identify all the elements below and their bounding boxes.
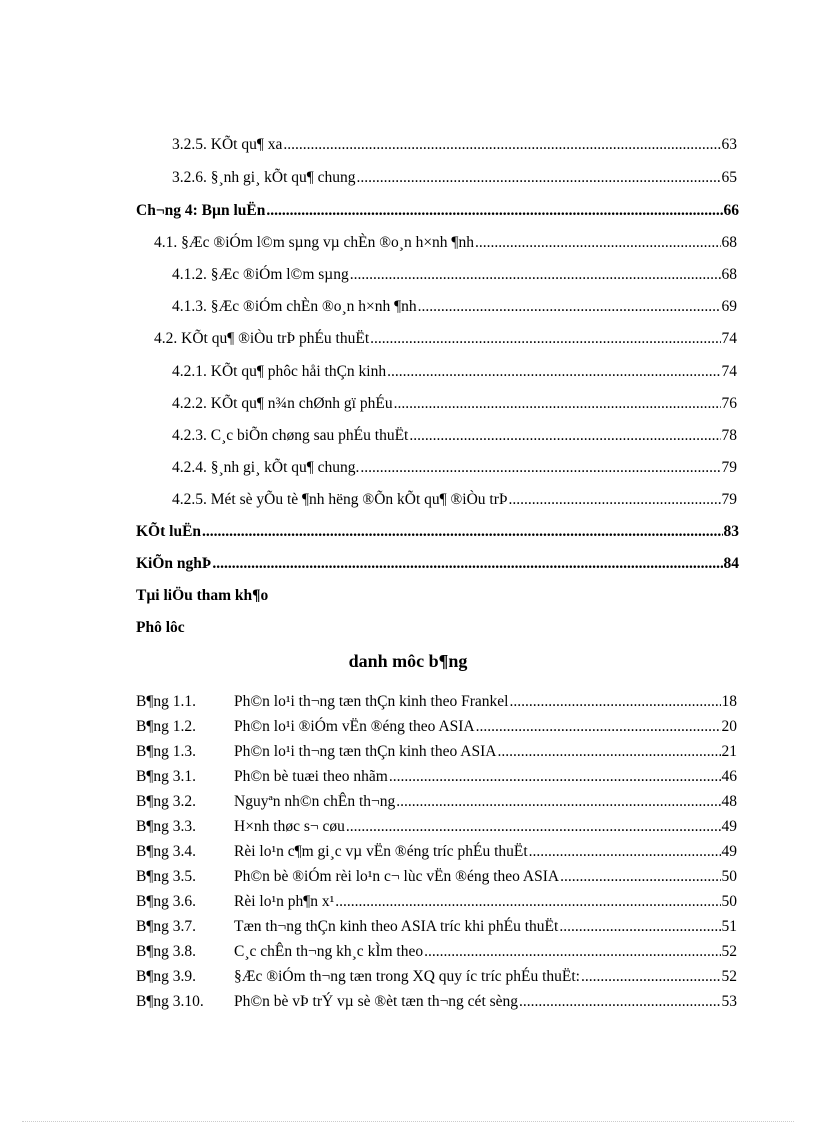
table-number: B¶ng 3.7. [136,918,196,935]
dot-leader [346,817,721,837]
toc-entry-title: 4.1.3. §Æc ®iÓm chÈn ®o¸n h×nh ¶nh [172,298,417,315]
dot-leader [475,233,721,253]
table-list-item [136,742,737,762]
table-list-item [136,792,737,812]
toc-entry-page: 74 [721,363,737,380]
dot-leader [389,767,721,787]
toc-entry [172,490,737,510]
table-number: B¶ng 3.10. [136,993,204,1010]
dot-leader [509,692,720,712]
table-number: B¶ng 1.2. [136,718,196,735]
dot-leader [394,394,721,414]
toc-entry-page: 79 [721,459,737,476]
table-list-item [136,967,737,987]
toc-entry-title: 4.2.3. C¸c biÕn chøng sau phÉu thuËt [172,427,409,444]
dot-leader [360,458,720,478]
table-page: 48 [721,793,737,810]
toc-entry-references: Tµi liÖu tham kh¶o [136,587,269,604]
dot-leader [370,329,720,349]
table-number: B¶ng 3.2. [136,793,196,810]
dot-leader [559,917,720,937]
table-list-item [136,917,737,937]
table-list-item [136,942,737,962]
table-title: Rèi lo¹n c¶m gi¸c vµ vËn ®éng tríc phÉu thuËt [234,843,528,860]
toc-entry-page: 68 [721,234,737,251]
table-page: 52 [721,943,737,960]
toc-entry-page: 74 [721,330,737,347]
table-title: Nguyªn nh©n chÊn th¬ng [234,793,396,810]
toc-entry [154,329,737,349]
toc-entry-page: 79 [721,491,737,508]
toc-entry-title: 3.2.6. §¸nh gi¸ kÕt qu¶ chung [172,169,356,186]
dot-leader [497,742,720,762]
toc-entry-page: 83 [723,523,739,540]
table-title: Ph©n lo¹i ®iÓm vËn ®éng theo ASIA [234,718,475,735]
toc-entry-title: 4.2.4. §¸nh gi¸ kÕt qu¶ chung. [172,459,360,476]
table-list-item [136,692,737,712]
table-number: B¶ng 3.6. [136,893,196,910]
table-page: 49 [721,843,737,860]
table-page: 52 [721,968,737,985]
dot-leader [212,554,722,574]
toc-entry-page: 76 [721,395,737,412]
toc-entry-conclusion [136,522,739,542]
table-number: B¶ng 3.5. [136,868,196,885]
dot-leader [560,867,720,887]
table-title: §Æc ®iÓm th¬ng tæn trong XQ quy íc tríc phÉu thuËt: [234,968,580,985]
toc-entry [172,458,737,478]
dot-leader [357,168,721,188]
toc-entry-title: 4.2.5. Mét sè yÕu tè ¶nh hëng ®Õn kÕt qu¶ ®iÒu trÞ [172,491,508,508]
table-title: H×nh thøc s¬ cøu [234,818,345,835]
toc-entry-page: 69 [721,298,737,315]
toc-entry [172,362,737,382]
table-page: 20 [721,718,737,735]
dot-leader [519,992,720,1012]
dot-leader [350,265,721,285]
toc-entry [172,426,737,446]
dot-leader [476,717,721,737]
dot-leader [409,426,720,446]
tables-list-heading: danh môc b¶ng [348,651,468,671]
toc-entry [172,394,737,414]
table-title: Rèi lo¹n ph¶n x¹ [234,893,335,910]
toc-entry-title: 4.1. §Æc ®iÓm l©m sµng vµ chÈn ®o¸n h×nh ¶nh [154,234,474,251]
table-page: 51 [721,918,737,935]
toc-entry-appendix: Phô lôc [136,619,185,636]
table-title: Ph©n bè ®iÓm rèi lo¹n c¬ lùc vËn ®éng theo ASIA [234,868,560,885]
table-page: 21 [721,743,737,760]
table-list-item [136,717,737,737]
dot-leader [202,522,722,542]
dot-leader [418,297,721,317]
dot-leader [509,490,721,510]
toc-entry [172,135,737,155]
table-number: B¶ng 3.4. [136,843,196,860]
toc-entry-title: 4.2.1. KÕt qu¶ phôc håi thÇn kinh [172,363,387,380]
table-number: B¶ng 3.1. [136,768,196,785]
table-title: Ph©n lo¹i th¬ng tæn thÇn kinh theo Frankel [234,693,509,710]
toc-entry-page: 68 [721,266,737,283]
dot-leader [283,135,720,155]
toc-entry-title: KiÕn nghÞ [136,555,212,572]
table-title: Tæn th¬ng thÇn kinh theo ASIA tríc khi phÉu thuËt [234,918,559,935]
table-number: B¶ng 3.9. [136,968,196,985]
table-page: 49 [721,818,737,835]
table-list-item [136,867,737,887]
dot-leader [335,892,720,912]
table-number: B¶ng 1.1. [136,693,196,710]
toc-entry-page: 84 [723,555,739,572]
toc-entry-title: 4.2.2. KÕt qu¶ n¾n chØnh gï phÉu [172,395,393,412]
table-number: B¶ng 3.8. [136,943,196,960]
table-page: 50 [721,893,737,910]
page-bottom-rule [22,1121,794,1122]
toc-entry [172,297,737,317]
table-page: 53 [721,993,737,1010]
table-list-item [136,767,737,787]
toc-entry-title: Ch¬ng 4: Bµn luËn [136,202,266,219]
toc-entry [154,233,737,253]
table-number: B¶ng 1.3. [136,743,196,760]
toc-entry-page: 78 [721,427,737,444]
table-list-item [136,842,737,862]
toc-entry-title: KÕt luËn [136,523,202,540]
dot-leader [529,842,721,862]
dot-leader [581,967,721,987]
table-page: 18 [721,693,737,710]
table-title: Ph©n bè vÞ trÝ vµ sè ®èt tæn th¬ng cét sèng [234,993,519,1010]
toc-entry-title: 3.2.5. KÕt qu¶ xa [172,136,283,153]
toc-entry-page: 63 [721,136,737,153]
toc-entry-chapter [136,201,739,221]
toc-entry-page: 66 [723,202,739,219]
dot-leader [424,942,720,962]
dot-leader [266,201,722,221]
table-page: 46 [721,768,737,785]
toc-entry [172,265,737,285]
table-page: 50 [721,868,737,885]
table-title: Ph©n bè tuæi theo nhãm [234,768,388,785]
toc-entry-recommendations [136,554,739,574]
toc-entry-title: 4.1.2. §Æc ®iÓm l©m sµng [172,266,349,283]
toc-entry [172,168,737,188]
table-list-item [136,892,737,912]
table-number: B¶ng 3.3. [136,818,196,835]
toc-entry-page: 65 [721,169,737,186]
table-title: C¸c chÊn th¬ng kh¸c kÌm theo [234,943,424,960]
toc-entry-title: 4.2. KÕt qu¶ ®iÒu trÞ phÉu thuËt [154,330,370,347]
table-list-item [136,817,737,837]
table-title: Ph©n lo¹i th¬ng tæn thÇn kinh theo ASIA [234,743,497,760]
table-list-item [136,992,737,1012]
dot-leader [396,792,720,812]
dot-leader [387,362,720,382]
